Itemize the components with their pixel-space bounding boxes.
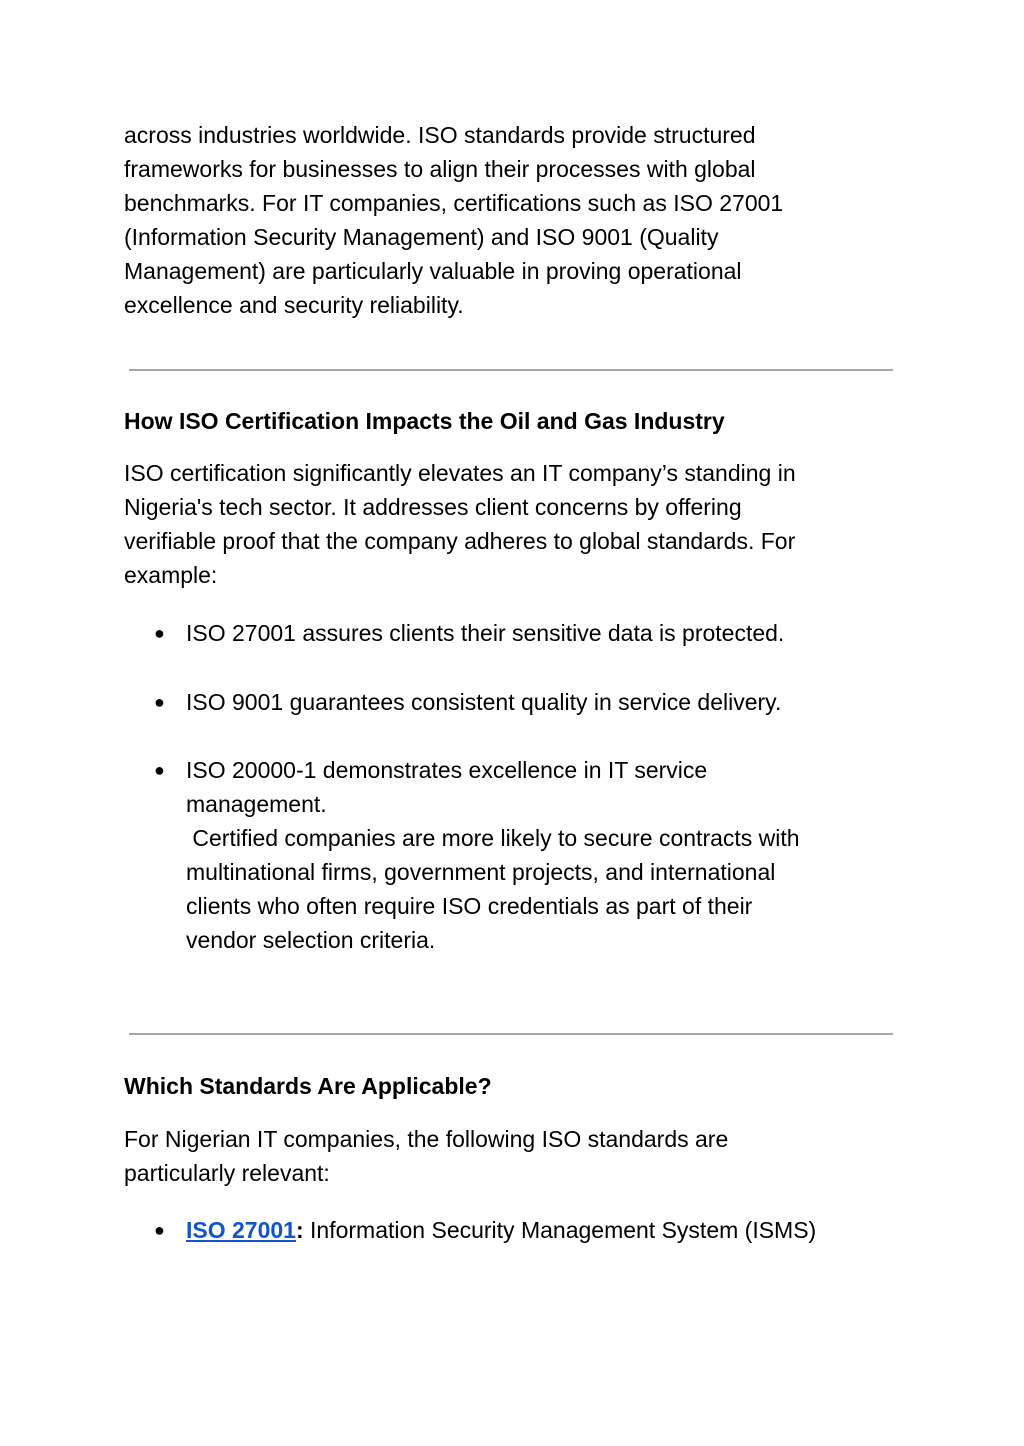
list-item-text — [186, 753, 906, 957]
bullet-icon: ● — [154, 760, 165, 780]
intro-line: excellence and security reliability. — [124, 292, 464, 318]
section2-paragraph — [124, 1122, 904, 1190]
list-item-line: ISO 9001 guarantees consistent quality in service delivery. — [186, 689, 782, 715]
list-item-line: management. — [186, 791, 327, 817]
list-item-line: multinational firms, government projects, and international — [186, 859, 776, 885]
list-item-text — [186, 685, 906, 719]
intro-line: benchmarks. For IT companies, certifications such as ISO 27001 — [124, 190, 784, 216]
list-item-line — [186, 1213, 906, 1247]
list-item-text — [186, 1213, 906, 1247]
paragraph-line: example: — [124, 562, 218, 588]
list-item-text — [186, 616, 906, 650]
section-heading-standards: Which Standards Are Applicable? — [124, 1073, 492, 1099]
paragraph-line: ISO certification significantly elevates an IT company’s standing in — [124, 460, 796, 486]
intro-line: (Information Security Management) and ISO 9001 (Quality — [124, 224, 719, 250]
list-item-description: Information Security Management System (ISMS) — [303, 1217, 817, 1243]
bullet-icon: ● — [154, 623, 165, 643]
iso-27001-link[interactable]: ISO 27001 — [186, 1217, 296, 1243]
list-item-line: ISO 20000-1 demonstrates excellence in IT service — [186, 757, 708, 783]
intro-line: across industries worldwide. ISO standards provide structured — [124, 122, 756, 148]
bullet-icon: ● — [154, 692, 165, 712]
list-item-line: Certified companies are more likely to secure contracts with — [186, 825, 800, 851]
paragraph-line: Nigeria's tech sector. It addresses client concerns by offering — [124, 494, 742, 520]
intro-line: Management) are particularly valuable in proving operational — [124, 258, 742, 284]
section-divider — [129, 369, 893, 371]
list-item-line: ISO 27001 assures clients their sensitive data is protected. — [186, 620, 785, 646]
list-item-line: clients who often require ISO credentials as part of their — [186, 893, 753, 919]
section1-paragraph — [124, 456, 904, 592]
paragraph-line: verifiable proof that the company adheres to global standards. For — [124, 528, 796, 554]
bullet-icon: ● — [154, 1220, 165, 1240]
paragraph-line: For Nigerian IT companies, the following ISO standards are — [124, 1126, 729, 1152]
intro-line: frameworks for businesses to align their processes with global — [124, 156, 756, 182]
list-item-line: vendor selection criteria. — [186, 927, 436, 953]
colon-separator: : — [295, 1217, 304, 1243]
intro-paragraph — [124, 118, 904, 322]
paragraph-line: particularly relevant: — [124, 1160, 330, 1186]
section-heading-oil-gas: How ISO Certification Impacts the Oil and Gas Industry — [124, 408, 725, 434]
section-divider — [129, 1033, 893, 1035]
